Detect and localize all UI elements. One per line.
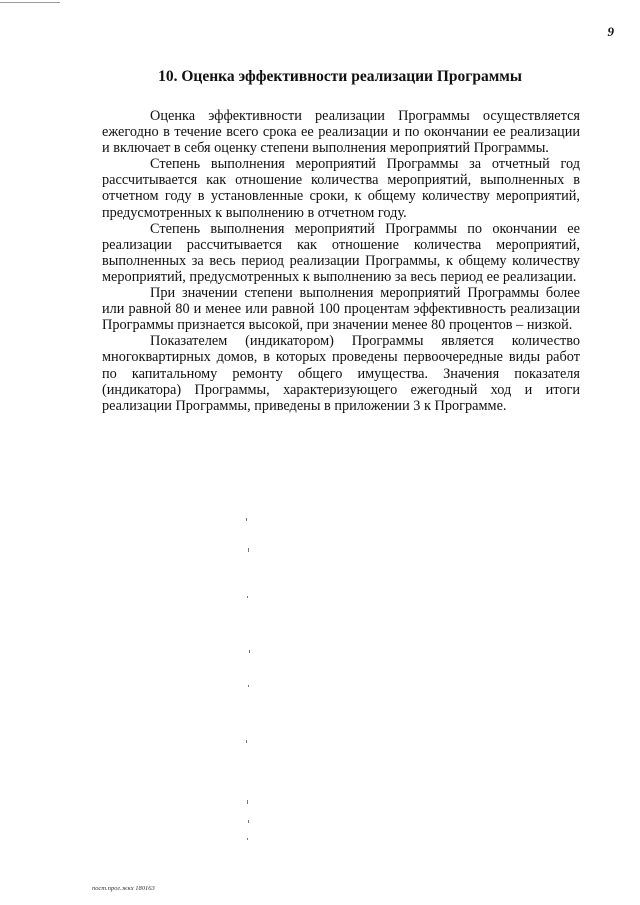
page-number: 9 xyxy=(607,24,614,39)
paragraph-final-completion: Степень выполнения мероприятий Программы по окончании ее реализации рассчитывается как отношение количества мероприятий, выполненных за весь период реализации Программы, к общему количеству мероприятий, предусмотренных к выполнению за весь период ее реализации. xyxy=(102,220,580,285)
scan-speck xyxy=(248,820,249,823)
scan-artifacts xyxy=(240,500,260,860)
scan-speck xyxy=(247,800,248,804)
scan-speck xyxy=(246,518,247,521)
scan-speck xyxy=(247,838,248,840)
paragraph-indicator: Показателем (индикатором) Программы является количество многоквартирных домов, в которых проведены первоочередные виды работ по капитальному ремонту общего имущества. Значения показателя (индикатора) Программы, характеризующего ежегодный ход и итоги реализации Программы, приведены в приложении 3 к Программе. xyxy=(102,333,580,414)
scan-speck xyxy=(248,685,249,687)
scan-speck xyxy=(246,740,247,743)
top-edge-rule xyxy=(0,2,60,3)
body-text xyxy=(102,108,580,414)
footer-document-code: пост.прог.жкх 180163 xyxy=(92,885,155,892)
scan-speck xyxy=(248,548,249,552)
scan-speck xyxy=(247,596,248,598)
section-title: 10. Оценка эффективности реализации Программы xyxy=(158,68,522,85)
paragraph-efficiency-assessment: Оценка эффективности реализации Программы осуществляется ежегодно в течение всего срока ее реализации и по окончании ее реализации и включает в себя оценку степени выполнения мероприятий Программы. xyxy=(102,108,580,157)
paragraph-annual-completion: Степень выполнения мероприятий Программы за отчетный год рассчитывается как отношение количества мероприятий, выполненных в отчетном году в установленные сроки, к общему количеству мероприятий, предусмотренных к выполнению в отчетном году. xyxy=(102,156,580,221)
scan-speck xyxy=(249,650,250,653)
paragraph-efficiency-threshold: При значении степени выполнения мероприятий Программы более или равной 80 и менее или равной 100 процентам эффективность реализации Программы признается высокой, при значении менее 80 процентов – низкой. xyxy=(102,285,580,334)
